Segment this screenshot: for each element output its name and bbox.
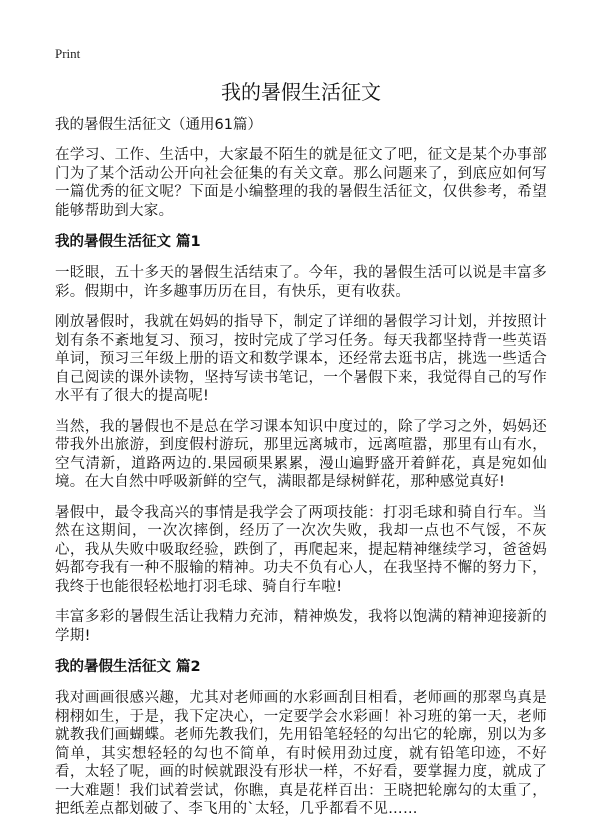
section-heading: 我的暑假生活征文 篇1: [55, 234, 201, 250]
section-heading: 我的暑假生活征文 篇2: [55, 659, 201, 675]
paragraph: 暑假中，最令我高兴的事情是我学会了两项技能：打羽毛球和骑自行车。当然在这期间，一次次摔倒，经历了一次次失败，我却一点也不气馁，不灰心，我从失败中吸取经验，跌倒了，再爬起来，提起精神继续学习，爸爸妈妈都夸我有一种不服输的精神。功夫不负有心人，在我坚持不懈的努力下，我终于也能很轻松地打羽毛球、骑自行车啦!: [55, 504, 547, 595]
document-subtitle: 我的暑假生活征文（通用61篇）: [55, 117, 262, 133]
print-link[interactable]: Print: [55, 46, 81, 61]
paragraph: 一眨眼，五十多天的暑假生活结束了。今年，我的暑假生活可以说是丰富多彩。假期中，许多趣事历历在目，有快乐，更有收获。: [55, 265, 547, 300]
page-title: 我的暑假生活征文: [221, 80, 381, 104]
document-body: [55, 78, 547, 819]
paragraph: 当然，我的暑假也不是总在学习课本知识中度过的，除了学习之外，妈妈还带我外出旅游，到度假村游玩，那里远离城市，远离喧嚣，那里有山有水，空气清新，道路两边的.果园硕果累累，漫山遍野盛开着鲜花，真是宛如仙境。在大自然中呼吸新鲜的空气，满眼都是绿树鲜花，那种感觉真好!: [55, 418, 547, 490]
paragraph: 我对画画很感兴趣，尤其对老师画的水彩画刮目相看，老师画的那翠鸟真是栩栩如生，于是，我下定决心，一定要学会水彩画！补习班的第一天，老师就教我们画蝴蝶。老师先教我们，先用铅笔轻轻的勾出它的轮廓，别以为多简单，其实想轻轻的勾也不简单，有时候用劲过度，就有铅笔印迹，不好看，太轻了呢，画的时候就跟没有形状一样，不好看，要掌握力度，就成了一大难题！我们试着尝试，你瞧，真是花样百出：王晓把轮廓勾的太重了，把纸差点都划破了、李飞用的`太轻，几乎都看不见……: [55, 690, 547, 817]
intro-paragraph: 在学习、工作、生活中，大家最不陌生的就是征文了吧，征文是某个办事部门为了某个活动公开向社会征集的有关文章。那么问题来了，到底应如何写一篇优秀的征文呢？下面是小编整理的我的暑假生活征文，仅供参考，希望能够帮助到大家。: [55, 147, 547, 219]
paragraph: 丰富多彩的暑假生活让我精力充沛，精神焕发，我将以饱满的精神迎接新的学期!: [55, 609, 547, 644]
paragraph: 刚放暑假时，我就在妈妈的指导下，制定了详细的暑假学习计划，并按照计划有条不紊地复习、预习，按时完成了学习任务。每天我都坚持背一些英语单词，预习三年级上册的语文和数学课本，还经常去逛书店，挑选一些适合自己阅读的课外读物，坚持写读书笔记，一个暑假下来，我觉得自己的写作水平有了很大的提高呢!: [55, 314, 547, 404]
